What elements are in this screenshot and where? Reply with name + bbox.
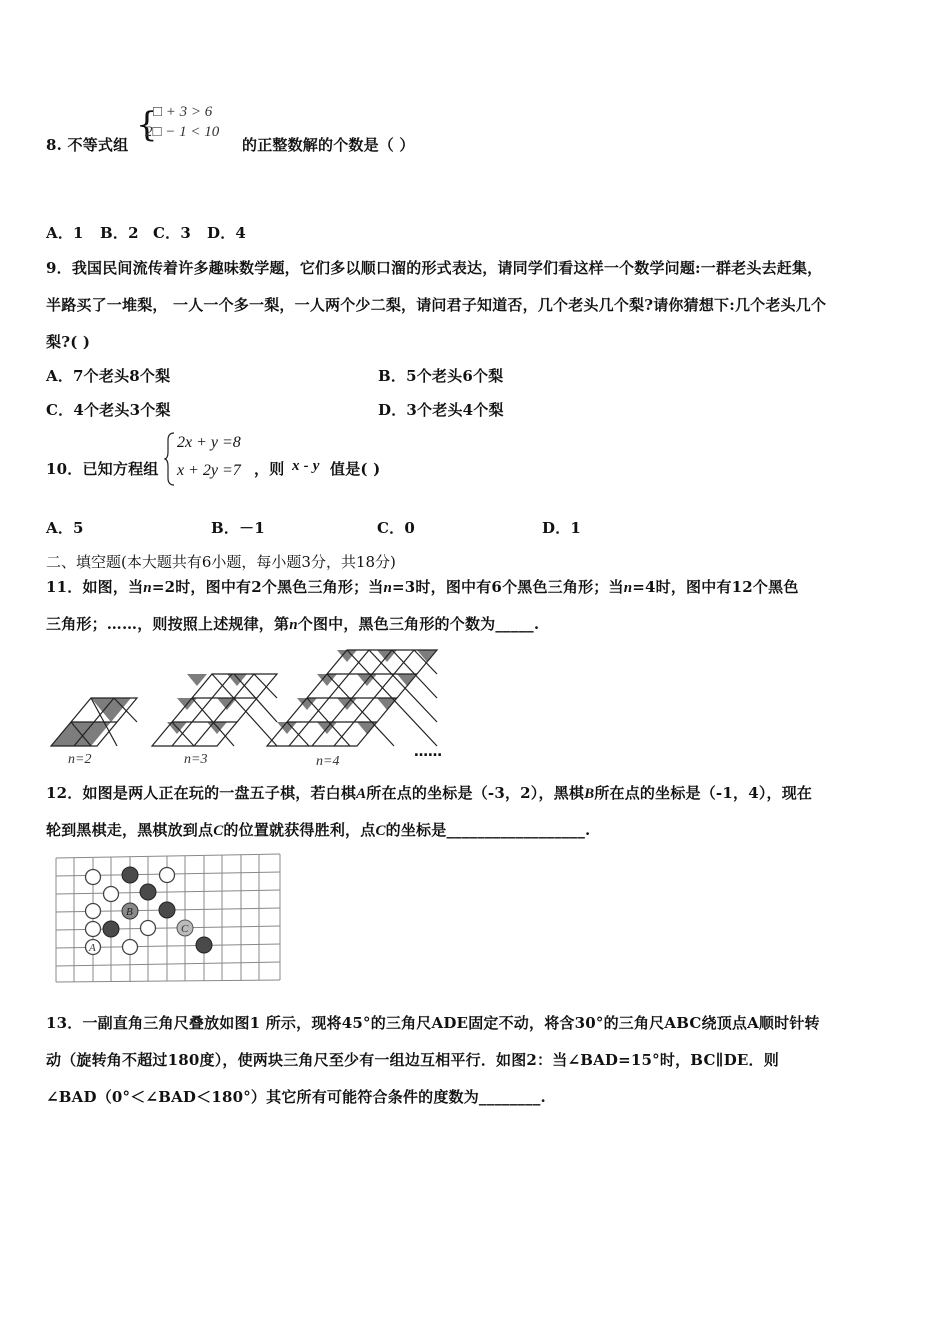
black-stone xyxy=(196,937,212,953)
q13-line-1: 13．一副直角三角尺叠放如图1 所示，现将45°的三角尺ADE固定不动，将含30°的三角尺ABC绕顶点A顺时针转 xyxy=(46,1014,820,1032)
q12-line-2: 轮到黑棋走，黑棋放到点C的位置就获得胜利，点C的坐标是__________________. xyxy=(46,821,591,839)
white-stone xyxy=(104,887,119,902)
q8-suffix: 的正整数解的个数是（ ） xyxy=(242,136,415,154)
q9-option-a: A．7个老头8个梨 xyxy=(46,367,171,385)
white-stone xyxy=(123,940,138,955)
q12-gomoku-board xyxy=(52,850,286,986)
label-n3: n=3 xyxy=(184,752,208,767)
q9-line-3: 梨?( ) xyxy=(46,333,91,351)
triangle-grid-n3 xyxy=(152,674,277,746)
q10-suffix-b: 值是( ) xyxy=(330,460,381,478)
q8-option-d: D．4 xyxy=(207,224,247,242)
triangle-grid-n4 xyxy=(267,650,437,746)
q9-option-c: C．4个老头3个梨 xyxy=(46,401,171,419)
q11-line-2: 三角形；……，则按照上述规律，第n个图中，黑色三角形的个数为_____. xyxy=(46,615,540,633)
q13-line-3: ∠BAD（0°＜∠BAD＜180°）其它所有可能符合条件的度数为________. xyxy=(46,1088,546,1106)
q11-line-1: 11．如图，当n=2时，图中有2个黑色三角形；当n=3时，图中有6个黑色三角形；当n=4时，图中有12个黑色 xyxy=(46,578,799,596)
q9-line-1: 9．我国民间流传着许多趣味数学题，它们多以顺口溜的形式表达，请同学们看这样一个数学问题:一群老头去赶集， xyxy=(46,259,823,277)
q10-equation-1: 2x + y =8 xyxy=(177,434,241,451)
q10-equation-2: x + 2y =7 xyxy=(177,462,241,479)
black-stone xyxy=(122,867,138,883)
q11-triangle-figure xyxy=(44,646,464,770)
q8-option-b: B．2 xyxy=(100,224,139,242)
label-b: B xyxy=(126,906,133,918)
white-stone xyxy=(86,904,101,919)
q9-line-2: 半路买了一堆梨， 一人一个多一梨，一人两个少二梨，请问君子知道否，几个老头几个梨?请你猜想下:几个老头几个 xyxy=(46,296,827,314)
q10-option-a: A．5 xyxy=(46,519,84,537)
q9-option-d: D．3个老头4个梨 xyxy=(378,401,504,419)
q10-expression: x - y xyxy=(292,458,320,474)
q8-brace: { xyxy=(136,105,158,145)
q8-option-a: A．1 xyxy=(46,224,84,242)
section-2-title: 二、填空题(本大题共有6小题，每小题3分，共18分) xyxy=(46,553,396,571)
q8-prefix: 不等式组 xyxy=(67,136,129,154)
q8-option-c: C．3 xyxy=(153,224,191,242)
q8-inequality-2: 2□ − 1 < 10 xyxy=(145,124,220,140)
triangle-grid-n2 xyxy=(51,698,137,746)
black-stone xyxy=(140,884,156,900)
q8-inequality-1: □ + 3 > 6 xyxy=(153,104,213,120)
white-stone xyxy=(86,922,101,937)
white-stone xyxy=(86,870,101,885)
q10-option-d: D．1 xyxy=(542,519,582,537)
q10-prefix: 10．已知方程组 xyxy=(46,460,159,478)
white-stone xyxy=(160,868,175,883)
q13-line-2: 动（旋转角不超过180度），使两块三角尺至少有一组边互相平行．如图2：当∠BAD=15°时，BC∥DE．则 xyxy=(46,1051,779,1069)
q10-option-b: B．－1 xyxy=(211,519,265,537)
black-stone xyxy=(159,902,175,918)
black-stone xyxy=(103,921,119,937)
q12-line-1: 12．如图是两人正在玩的一盘五子棋，若白棋A所在点的坐标是（-3，2），黑棋B所在点的坐标是（-1，4），现在 xyxy=(46,784,813,802)
label-a: A xyxy=(89,942,96,954)
q8-number: 8. 不等式组 xyxy=(46,136,129,154)
figure-ellipsis: …… xyxy=(414,744,442,760)
q10-brace xyxy=(164,432,176,486)
white-stone xyxy=(141,921,156,936)
label-c: C xyxy=(181,923,189,935)
q10-option-c: C．0 xyxy=(377,519,415,537)
q9-option-b: B．5个老头6个梨 xyxy=(378,367,504,385)
q10-suffix-a: ，则 xyxy=(254,460,285,478)
label-n2: n=2 xyxy=(68,752,92,767)
label-n4: n=4 xyxy=(316,754,340,769)
